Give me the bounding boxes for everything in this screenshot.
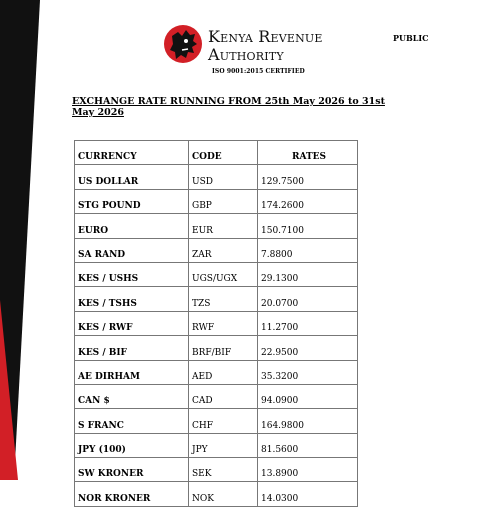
currency-cell: JPY (100) xyxy=(75,433,189,457)
rate-cell: 29.1300 xyxy=(258,262,358,286)
iso-certification: ISO 9001:2015 CERTIFIED xyxy=(212,68,305,75)
table-row xyxy=(75,409,358,433)
code-cell: NOK xyxy=(189,482,258,506)
table-header-row xyxy=(75,141,358,165)
table-row xyxy=(75,336,358,360)
table-row xyxy=(75,262,358,286)
table-row xyxy=(75,214,358,238)
code-cell: USD xyxy=(189,165,258,189)
currency-cell: STG POUND xyxy=(75,189,189,213)
rate-cell: 129.7500 xyxy=(258,165,358,189)
rate-cell: 150.7100 xyxy=(258,214,358,238)
header-code: CODE xyxy=(189,141,258,165)
table-row xyxy=(75,360,358,384)
currency-cell: EURO xyxy=(75,214,189,238)
header-rates: RATES xyxy=(258,141,358,165)
kra-lion-logo-icon xyxy=(162,22,204,66)
currency-cell: S FRANC xyxy=(75,409,189,433)
code-cell: ZAR xyxy=(189,238,258,262)
rate-cell: 14.0300 xyxy=(258,482,358,506)
currency-cell: KES / RWF xyxy=(75,311,189,335)
code-cell: CHF xyxy=(189,409,258,433)
code-cell: GBP xyxy=(189,189,258,213)
rate-cell: 174.2600 xyxy=(258,189,358,213)
document-title: EXCHANGE RATE RUNNING FROM 25th May 2026 to 31st May 2026 xyxy=(72,96,385,118)
table-row xyxy=(75,482,358,506)
table-row xyxy=(75,384,358,408)
rate-cell: 22.9500 xyxy=(258,336,358,360)
rate-cell: 13.8900 xyxy=(258,458,358,482)
classification-label: PUBLIC xyxy=(393,33,429,43)
table-row xyxy=(75,165,358,189)
table-row xyxy=(75,311,358,335)
code-cell: UGS/UGX xyxy=(189,262,258,286)
code-cell: RWF xyxy=(189,311,258,335)
code-cell: TZS xyxy=(189,287,258,311)
org-name-line2: Authority xyxy=(208,45,284,64)
table-row xyxy=(75,238,358,262)
rate-cell: 35.3200 xyxy=(258,360,358,384)
rate-cell: 7.8800 xyxy=(258,238,358,262)
currency-cell: SW KRONER xyxy=(75,458,189,482)
code-cell: AED xyxy=(189,360,258,384)
rate-cell: 94.0900 xyxy=(258,384,358,408)
code-cell: SEK xyxy=(189,458,258,482)
rate-cell: 81.5600 xyxy=(258,433,358,457)
header-currency: CURRENCY xyxy=(75,141,189,165)
organization-name xyxy=(208,28,358,64)
table-row xyxy=(75,189,358,213)
code-cell: BRF/BIF xyxy=(189,336,258,360)
currency-cell: KES / USHS xyxy=(75,262,189,286)
code-cell: EUR xyxy=(189,214,258,238)
currency-cell: AE DIRHAM xyxy=(75,360,189,384)
table-row xyxy=(75,287,358,311)
code-cell: CAD xyxy=(189,384,258,408)
currency-cell: KES / BIF xyxy=(75,336,189,360)
code-cell: JPY xyxy=(189,433,258,457)
table-row xyxy=(75,458,358,482)
rate-cell: 11.2700 xyxy=(258,311,358,335)
exchange-rate-table xyxy=(74,140,358,507)
currency-cell: KES / TSHS xyxy=(75,287,189,311)
rate-cell: 164.9800 xyxy=(258,409,358,433)
org-name-line1: Kenya Revenue xyxy=(208,27,323,46)
currency-cell: US DOLLAR xyxy=(75,165,189,189)
currency-cell: SA RAND xyxy=(75,238,189,262)
table-row xyxy=(75,433,358,457)
currency-cell: NOR KRONER xyxy=(75,482,189,506)
currency-cell: CAN $ xyxy=(75,384,189,408)
rate-cell: 20.0700 xyxy=(258,287,358,311)
decorative-side-stripe xyxy=(0,0,40,480)
